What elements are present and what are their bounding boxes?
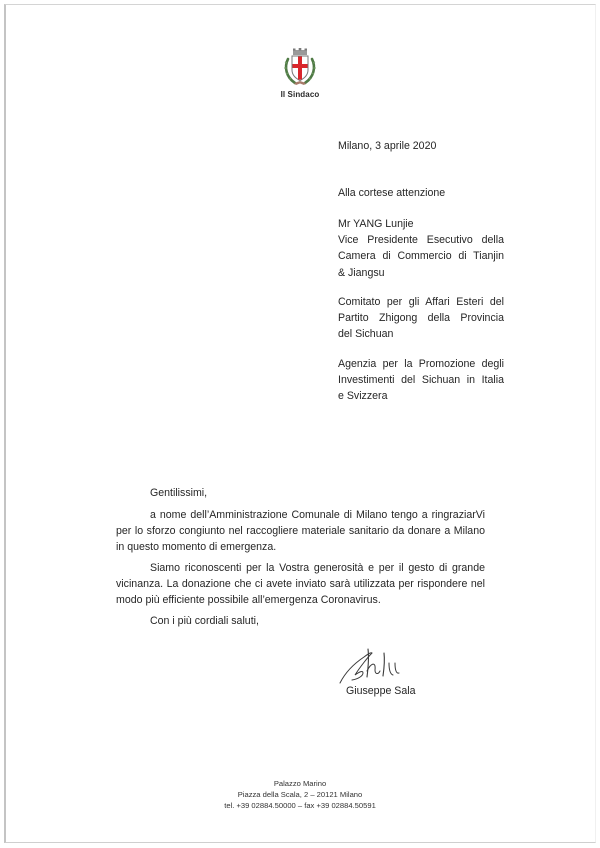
body-paragraph: Siamo riconoscenti per la Vostra generosità e per il gesto di grande vicinanza. La donazione che ci avete inviato sarà utilizzata per rispondere nel modo più efficiente possibile all’emergenza Coronavirus. bbox=[116, 562, 485, 607]
footer-address: Piazza della Scala, 2 – 20121 Milano bbox=[237, 790, 363, 799]
closing-line: Con i più cordiali saluti, bbox=[150, 615, 259, 627]
recipient-line: Partito Zhigong della Provincia bbox=[338, 312, 504, 325]
recipient-line: del Sichuan bbox=[338, 328, 394, 341]
recipient-block bbox=[338, 216, 504, 281]
recipient-line: Mr YANG Lunjie bbox=[338, 218, 414, 230]
letter-page bbox=[4, 4, 596, 843]
recipient-block bbox=[338, 294, 504, 343]
signatory-name: Giuseppe Sala bbox=[346, 685, 416, 697]
milan-coat-of-arms-icon bbox=[283, 47, 317, 87]
handwritten-signature-icon bbox=[338, 643, 408, 685]
recipient-line: Vice Presidente Esecutivo della bbox=[338, 234, 504, 247]
office-title: Il Sindaco bbox=[280, 90, 320, 99]
recipient-line: & Jiangsu bbox=[338, 266, 385, 279]
recipient-line: e Svizzera bbox=[338, 390, 388, 403]
salutation: Gentilissimi, bbox=[150, 487, 208, 499]
footer-building: Palazzo Marino bbox=[273, 779, 327, 788]
recipient-line: Agenzia per la Promozione degli bbox=[338, 358, 504, 370]
attention-line: Alla cortese attenzione bbox=[338, 187, 446, 199]
recipient-line: Comitato per gli Affari Esteri del bbox=[338, 296, 504, 308]
recipient-line: Investimenti del Sichuan in Italia bbox=[338, 374, 504, 387]
body-paragraph: a nome dell’Amministrazione Comunale di Milano tengo a ringraziarVi per lo sforzo congiunto nel raccogliere materiale sanitario da donare a Milano in questo momento di emergenza. bbox=[116, 509, 485, 554]
recipient-line: Camera di Commercio di Tianjin bbox=[338, 250, 504, 263]
footer-contacts: tel. +39 02884.50000 – fax +39 02884.50591 bbox=[224, 801, 376, 810]
date-line: Milano, 3 aprile 2020 bbox=[338, 140, 437, 152]
recipient-block bbox=[338, 356, 504, 405]
